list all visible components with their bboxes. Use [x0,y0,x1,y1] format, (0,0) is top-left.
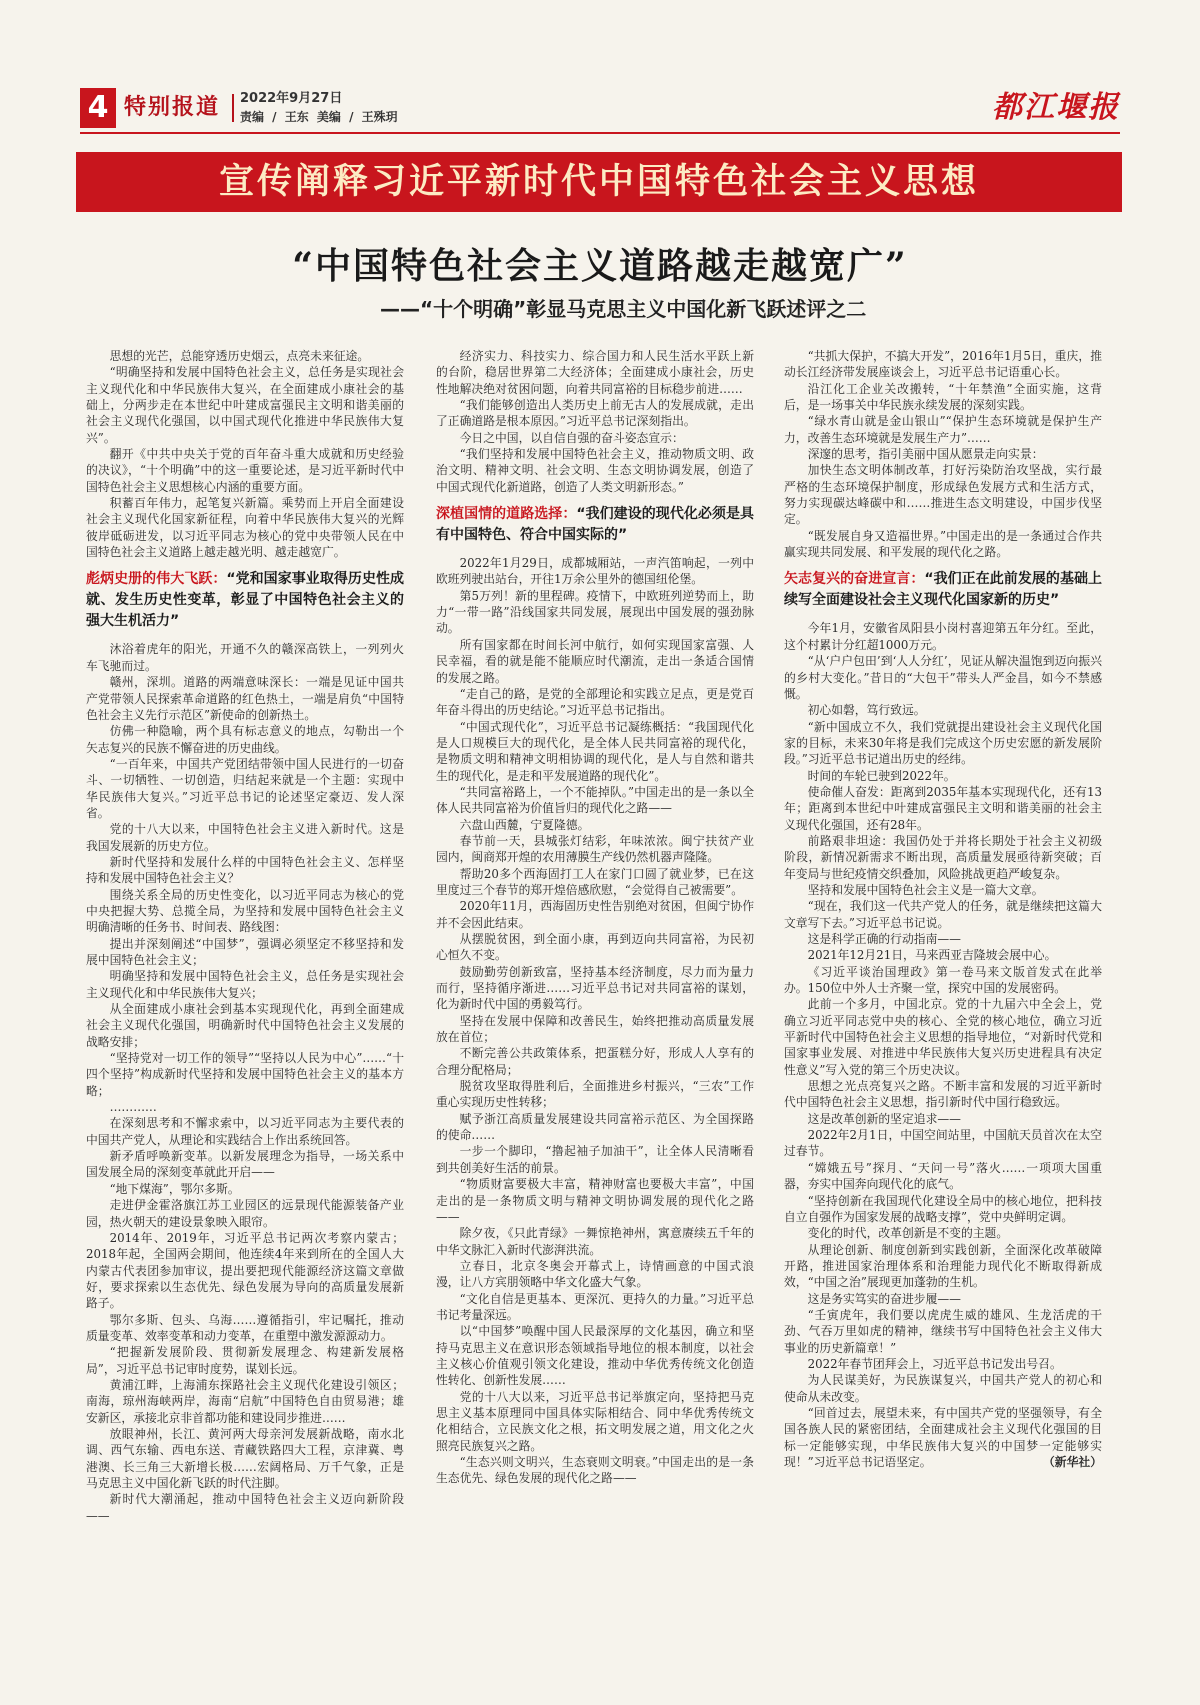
paragraph: “我们坚持和发展中国特色社会主义，推动物质文明、政治文明、精神文明、社会文明、生态文明协调发展，创造了中国式现代化新道路，创造了人类文明新形态。” [436,447,754,494]
paragraph: 坚持在发展中保障和改善民生，始终把推动高质量发展放在首位； [436,1013,754,1045]
section-name: 特别报道 [124,95,221,120]
paragraph: “嫦娥五号”探月、“天问一号”落火……一项项大国重器，夯实中国奔向现代化的底气。 [784,1160,1102,1192]
paragraph: 不断完善公共政策体系，把蛋糕分好，形成人人享有的合理分配格局； [436,1046,754,1077]
paragraph: “坚持党对一切工作的领导”“坚持以人民为中心”……“十四个坚持”构成新时代坚持和发展中国特色社会主义的基本方略； [86,1051,404,1098]
paragraph: “一百年来，中国共产党团结带领中国人民进行的一切奋斗、一切牺牲、一切创造，归结起来就是一个主题：实现中华民族伟大复兴。”习近平总书记的论述坚定豪迈、发人深省。 [86,756,404,820]
paragraph: 鼓励勤劳创新致富，坚持基本经济制度，尽力而为量力而行，坚持循序渐进……习近平总书记对共同富裕的谋划，化为新时代中国的勇毅笃行。 [436,964,754,1012]
paragraph: “壬寅虎年，我们要以虎虎生威的雄风、生龙活虎的干劲、气吞万里如虎的精神，继续书写中国特色社会主义伟大事业的历史新篇章！” [784,1307,1102,1355]
paragraph: 党的十八大以来，习近平总书记举旗定向，坚持把马克思主义基本原理同中国具体实际相结合、同中华优秀传统文化相结合，立民族文化之根，拓文明发展之道，用文化之火照亮民族复兴之路。 [436,1389,754,1453]
paragraph: “共抓大保护，不搞大开发”，2016年1月5日，重庆，推动长江经济带发展座谈会上，习近平总书记语重心长。 [784,349,1102,380]
page-header [80,88,1120,128]
paragraph: 六盘山西麓，宁夏隆德。 [459,817,590,832]
paragraph: 使命催人奋发：距离到2035年基本实现现代化，还有13年；距离到本世纪中叶建成富强民主文明和谐美丽的社会主义现代化强国，还有28年。 [784,784,1102,832]
section-heading-text: “党和国家事业取得历史性成就、发生历史性变革，彰显了中国特色社会主义的强大生机活力” [86,571,404,630]
paragraph: “文化自信是更基本、更深沉、更持久的力量。”习近平总书记考量深远。 [436,1291,754,1322]
source-credit: （新华社） [1043,1455,1102,1470]
paragraph: 立春日，北京冬奥会开幕式上，诗情画意的中国式浪漫，让八方宾朋领略中华文化盛大气象。 [436,1258,754,1290]
paragraph: 第5万列！新的里程碑。疫情下，中欧班列逆势而上，助力“一带一路”沿线国家共同发展，展现出中国发展的强劲脉动。 [436,588,754,636]
newspaper-logo: 都江堰报 [992,90,1120,125]
paragraph: 思想之光点亮复兴之路。不断丰富和发展的习近平新时代中国特色社会主义思想，指引新时代中国行稳致远。 [784,1079,1102,1110]
paragraph: 从摆脱贫困，到全面小康，再到迈向共同富裕，为民初心恒久不变。 [436,932,754,963]
section-heading-text: “我们建设的现代化必须是具有中国特色、符合中国实际的” [436,506,754,544]
paragraph: “生态兴则文明兴，生态衰则文明衰。”中国走出的是一条生态优先、绿色发展的现代化之路—— [436,1455,754,1486]
paragraph: 这是改革创新的坚定追求—— [807,1111,961,1126]
banner-title: 宣传阐释习近平新时代中国特色社会主义思想 [218,162,979,202]
paragraph: 深邃的思考，指引美丽中国从愿景走向实景： [807,447,1044,462]
paragraph: “共同富裕路上，一个不能掉队。”中国走出的是一条以全体人民共同富裕为价值旨归的现代化之路—— [436,784,754,816]
section-heading-lead: 彪炳史册的伟大飞跃： [86,571,227,588]
paragraph: “明确坚持和发展中国特色社会主义，总任务是实现社会主义现代化和中华民族伟大复兴，在全面建成小康社会的基础上，分两步走在本世纪中叶建成富强民主文明和谐美丽的社会主义现代化强国，以中国式现代化推进中华民族伟大复兴”。 [86,365,404,445]
paragraph: 以“中国梦”唤醒中国人民最深厚的文化基因，确立和坚持马克思主义在意识形态领域指导地位的根本制度，以社会主义核心价值观引领文化建设，推动中华优秀传统文化创造性转化、创新性发展…… [436,1324,754,1388]
paragraph: 围绕关系全局的历史性变化，以习近平同志为核心的党中央把握大势、总揽全局，为坚持和发展中国特色社会主义明确清晰的任务书、时间表、路线图： [86,887,404,935]
paragraph: 初心如磐，笃行致远。 [807,703,926,718]
editors-credit: 责编 / 王东 美编 / 王殊玥 [240,110,398,124]
paragraph: 春节前一天，县城张灯结彩，年味浓浓。闽宁扶贫产业园内，闽商郑开煌的农用薄膜生产线仍然机器声隆隆。 [436,833,754,865]
section-heading-lead: 深植国情的道路选择： [436,506,577,523]
paragraph: 赋予浙江高质量发展建设共同富裕示范区、为全国探路的使命…… [436,1111,754,1143]
paragraph: 此前一个多月，中国北京。党的十九届六中全会上，党确立习近平同志党中央的核心、全党的核心地位，确立习近平新时代中国特色社会主义思想的指导地位，“对新时代党和国家事业发展、对推进中华民族伟大复兴历史进程具有决定性意义”写入党的第三个历史决议。 [784,997,1102,1077]
paragraph: 新时代大潮涌起，推动中国特色社会主义迈向新阶段—— [86,1492,404,1523]
paragraph: 今日之中国，以自信自强的奋斗姿态宣示： [459,430,684,445]
article-title: “中国特色社会主义道路越走越宽广” [292,245,908,287]
paragraph: 帮助20多个西海固打工人在家门口圆了就业梦，已在这里度过三个春节的郑开煌倍感欣慰，“会觉得自己被需要”。 [436,866,754,897]
paragraph: 变化的时代，改革创新是不变的主题。 [807,1226,1009,1241]
paragraph: 这是科学正确的行动指南—— [807,932,961,946]
paragraph: 前路艰非坦途：我国仍处于并将长期处于社会主义初级阶段，新情况新需求不断出现，高质量发展亟待新突破；百年变局与世纪疫情交织叠加，风险挑战更趋严峻复杂。 [784,833,1102,881]
paragraph: 沐浴着虎年的阳光，开通不久的赣深高铁上，一列列火车飞驰而过。 [86,642,404,673]
paragraph: 2020年11月，西海固历史性告别绝对贫困，但闽宁协作并不会因此结束。 [436,899,754,930]
paragraph: 新时代坚持和发展什么样的中国特色社会主义、怎样坚持和发展中国特色社会主义？ [86,854,404,886]
page-number: 4 [80,88,116,128]
paragraph: 2014年、2019年，习近平总书记两次考察内蒙古；2018年起，全国两会期间，他连续4年来到所在的全国人大内蒙古代表团参加审议，提出要把现代能源经济这篇文章做好，要求探索以生态优先、绿色发展为导向的高质量发展新路子。 [86,1230,404,1311]
issue-date: 2022年9月27日 [240,91,343,106]
paragraph: 在深刻思考和不懈求索中，以习近平同志为主要代表的中国共产党人，从理论和实践结合上作出系统回答。 [86,1116,404,1147]
paragraph: “中国式现代化”，习近平总书记凝练概括：“我国现代化是人口规模巨大的现代化，是全体人民共同富裕的现代化，是物质文明和精神文明相协调的现代化，是人与自然和谐共生的现代化，是走和平发展道路的现代化”。 [436,719,754,783]
paragraph: 新矛盾呼唤新变革。以新发展理念为指导，一场关系中国发展全局的深刻变革就此开启—— [86,1149,404,1180]
paragraph: “坚持创新在我国现代化建设全局中的核心地位，把科技自立自强作为国家发展的战略支撑”，党中央鲜明定调。 [784,1193,1102,1224]
paragraph: “新中国成立不久，我们党就提出建设社会主义现代化国家的目标，未来30年将是我们完成这个历史宏愿的新发展阶段。”习近平总书记道出历史的经纬。 [784,719,1102,767]
paragraph: “现在，我们这一代共产党人的任务，就是继续把这篇大文章写下去。”习近平总书记说。 [784,899,1102,930]
paragraph: 时间的车轮已驶到2022年。 [807,768,956,783]
paragraph: ………… [109,1100,157,1115]
paragraph: 一步一个脚印，“撸起袖子加油干”，让全体人民清晰看到共创美好生活的前景。 [436,1144,754,1175]
paragraph: 从理论创新、制度创新到实践创新，全面深化改革破障开路，推进国家治理体系和治理能力现代化不断取得新成效，“中国之治”展现更加蓬勃的生机。 [784,1242,1102,1290]
paragraph: 脱贫攻坚取得胜利后，全面推进乡村振兴，“三农”工作重心实现历史性转移； [436,1079,754,1110]
topic-banner [76,152,1122,212]
paragraph: 所有国家都在时间长河中航行，如何实现国家富强、人民幸福，看的就是能不能顺应时代潮流，走出一条适合国情的发展之路。 [436,637,754,685]
section-heading-lead: 矢志复兴的奋进宣言： [784,571,925,588]
paragraph: 仿佛一种隐喻，两个具有标志意义的地点，勾勒出一个矢志复兴的民族不懈奋进的历史曲线。 [86,724,404,755]
paragraph: 这是务实笃实的奋进步履—— [807,1291,961,1306]
paragraph: 提出并深刻阐述“中国梦”，强调必须坚定不移坚持和发展中国特色社会主义； [86,936,404,967]
paragraph: “把握新发展阶段、贯彻新发展理念、构建新发展格局”，习近平总书记审时度势，谋划长远。 [86,1345,404,1376]
paragraph: 今年1月，安徽省凤阳县小岗村喜迎第五年分红。至此，这个村累计分红超1000万元。 [784,621,1102,652]
paragraph: 从全面建成小康社会到基本实现现代化，再到全面建成社会主义现代化强国，明确新时代中国特色社会主义发展的战略安排； [86,1002,404,1049]
paragraph: 2022年春节团拜会上，习近平总书记发出号召。 [807,1356,1062,1371]
paragraph: 鄂尔多斯、包头、乌海……遵循指引，牢记嘱托，推动质量变革、效率变革和动力变革，在重塑中激发源源动力。 [86,1312,404,1343]
paragraph: 坚持和发展中国特色社会主义是一篇大文章。 [807,882,1044,897]
paragraph: “我们能够创造出人类历史上前无古人的发展成就，走出了正确道路是根本原因。”习近平总书记深刻指出。 [436,398,754,429]
article-column-3 [784,348,1102,1643]
header-divider [232,94,234,122]
article-column-2 [436,348,754,1643]
section-heading [784,569,1102,611]
paragraph: 走进伊金霍洛旗江苏工业园区的远景现代能源装备产业园，热火朝天的建设景象映入眼帘。 [86,1198,404,1229]
paragraph: 2022年1月29日，成都城厢站，一声汽笛响起，一列中欧班列驶出站台，开往1万余公里外的德国纽伦堡。 [436,556,754,587]
paragraph: 赣州，深圳。道路的两端意味深长：一端是见证中国共产党带领人民探索革命道路的红色热土，一端是肩负“中国特色社会主义先行示范区”新使命的创新热土。 [86,675,404,722]
paragraph: “物质财富要极大丰富，精神财富也要极大丰富”，中国走出的是一条物质文明与精神文明协调发展的现代化之路—— [436,1177,754,1224]
paragraph: 沿江化工企业关改搬转，“十年禁渔”全面实施，这背后，是一场事关中华民族永续发展的深刻实践。 [784,381,1102,413]
article-column-1 [86,348,404,1643]
paragraph: 思想的光芒，总能穿透历史烟云，点亮未来征途。 [109,349,370,363]
paragraph: “从‘户户包田’到‘人人分红’，见证从解决温饱到迈向振兴的乡村大变化。”昔日的“大包干”带头人严金昌，如今不禁感慨。 [784,654,1102,701]
paragraph: 翻开《中共中央关于党的百年奋斗重大成就和历史经验的决议》，“十个明确”中的这一重要论述，是习近平新时代中国特色社会主义思想核心内涵的重要方面。 [86,447,404,494]
section-heading-text: “我们正在此前发展的基础上续写全面建设社会主义现代化国家新的历史” [784,571,1102,609]
paragraph: “绿水青山就是金山银山”“保护生态环境就是保护生产力，改善生态环境就是发展生产力”…… [784,414,1102,445]
paragraph: 除夕夜，《只此青绿》一舞惊艳神州，寓意赓续五千年的中华文脉汇入新时代澎湃洪流。 [436,1226,754,1257]
paragraph: 积蓄百年伟力，起笔复兴新篇。乘势而上开启全面建设社会主义现代化国家新征程，向着中华民族伟大复兴的光辉彼岸砥砺进发，以习近平同志为核心的党中央带领人民在中国特色社会主义道路上越走越光明、越走越宽广。 [86,496,404,560]
paragraph: 经济实力、科技实力、综合国力和人民生活水平跃上新的台阶，稳居世界第二大经济体；全面建成小康社会，历史性地解决绝对贫困问题，向着共同富裕的目标稳步前进…… [436,349,754,396]
paragraph: 明确坚持和发展中国特色社会主义，总任务是实现社会主义现代化和中华民族伟大复兴； [86,969,404,1000]
paragraph: 放眼神州，长江、黄河两大母亲河发展新战略，南水北调、西气东输、西电东送、青藏铁路四大工程，京津冀、粤港澳、长三角三大新增长极……宏阔格局、万千气象，正是马克思主义中国化新飞跃的时代注脚。 [86,1426,404,1490]
paragraph: “地下煤海”，鄂尔多斯。 [109,1181,240,1196]
article-subtitle: ——“十个明确”彰显马克思主义中国化新飞跃述评之二 [380,297,867,321]
paragraph: “既发展自身又造福世界。”中国走出的是一条通过合作共赢实现共同发展、和平发展的现代化之路。 [784,528,1102,560]
paragraph: 加快生态文明体制改革，打好污染防治攻坚战，实行最严格的生态环境保护制度，形成绿色发展方式和生活方式，努力实现碳达峰碳中和……推进生态文明建设，中国步伐坚定。 [784,463,1102,527]
header-rule [80,132,1120,134]
paragraph: 为人民谋美好，为民族谋复兴，中国共产党人的初心和使命从未改变。 [784,1373,1102,1404]
section-heading [436,504,754,546]
paragraph: 2021年12月21日，马来西亚吉隆坡会展中心。 [807,948,1057,963]
paragraph: 《习近平谈治国理政》第一卷马来文版首发式在此举办。150位中外人士齐聚一堂，探究中国的发展密码。 [784,964,1102,996]
paragraph: “回首过去，展望未来，有中国共产党的坚强领导，有全国各族人民的紧密团结，全面建成社会主义现代化强国的目标一定能够实现，中华民族伟大复兴的中国梦一定能够实现！”习近平总书记语坚定。 [784,1405,1102,1469]
paragraph: “走自己的路，是党的全部理论和实践立足点，更是党百年奋斗得出的历史结论。”习近平总书记指出。 [436,686,754,718]
paragraph: 黄浦江畔，上海浦东探路社会主义现代化建设引领区；南海，琼州海峡两岸，海南“启航”中国特色自由贸易港；雄安新区，承接北京非首都功能和建设同步推进…… [86,1377,404,1425]
section-heading [86,569,404,632]
paragraph: 2022年2月1日，中国空间站里，中国航天员首次在太空过春节。 [784,1128,1102,1159]
paragraph: 党的十八大以来，中国特色社会主义进入新时代。这是我国发展新的历史方位。 [86,822,404,853]
